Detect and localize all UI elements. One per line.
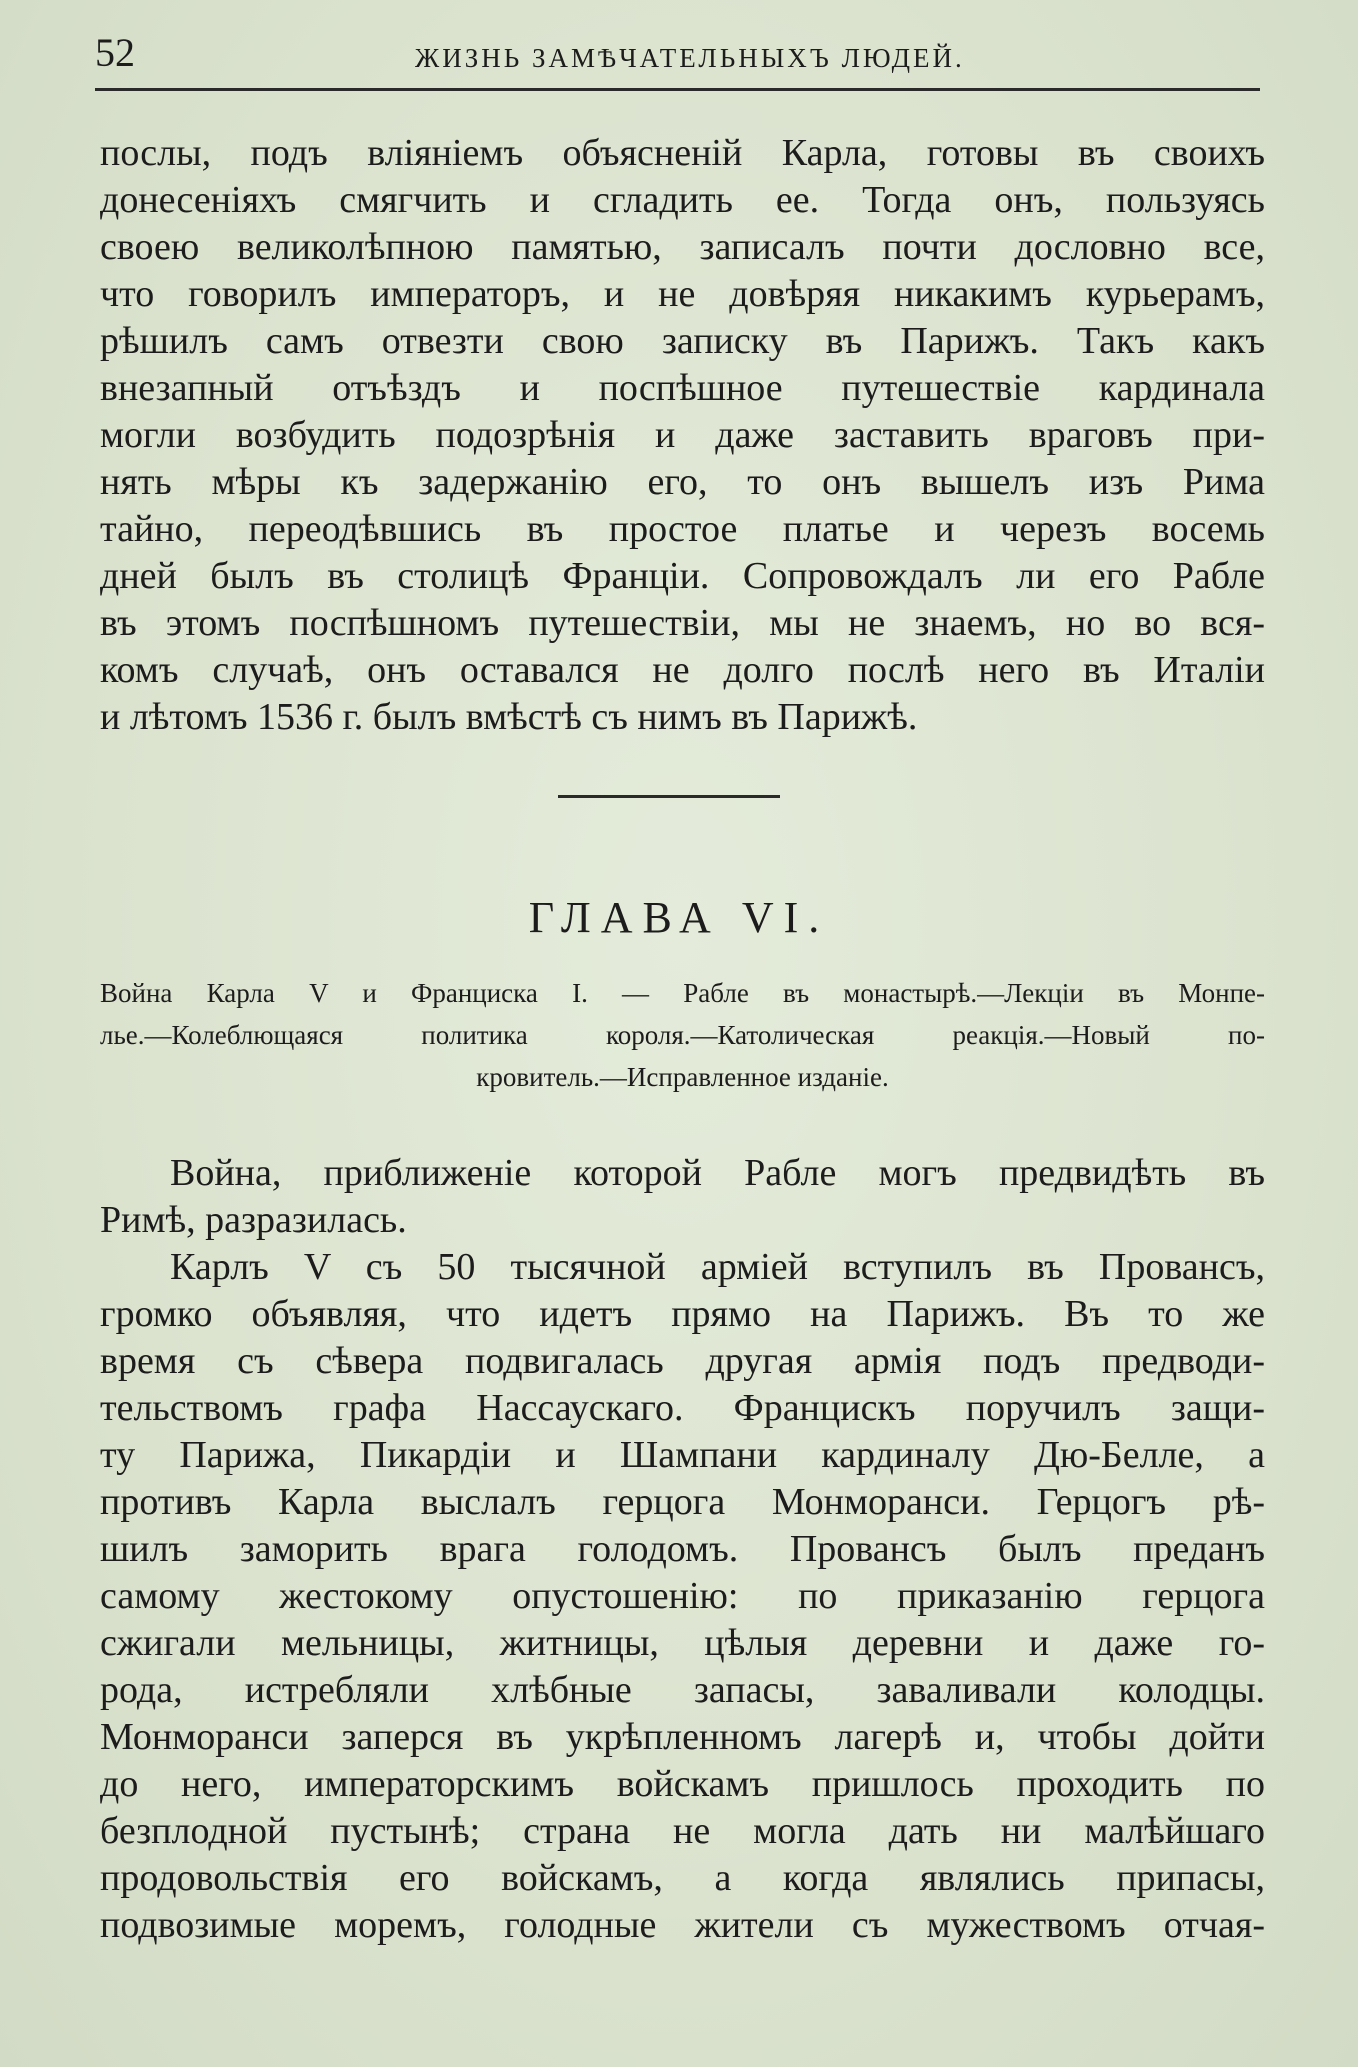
summary-line: лье.—Колеблющаяся политика короля.—Католическая реакція.—Новый по- <box>100 1020 1265 1050</box>
text-line: въ этомъ поспѣшномъ путешествіи, мы не знаемъ, но во вся- <box>100 602 1265 644</box>
text-line: противъ Карла выслалъ герцога Монморанси. Герцогъ рѣ- <box>100 1481 1265 1523</box>
text-line: Карлъ V съ 50 тысячной арміей вступилъ въ Провансъ, <box>170 1246 1265 1288</box>
text-line: комъ случаѣ, онъ оставался не долго послѣ него въ Италіи <box>100 649 1265 691</box>
text-line: продовольствія его войскамъ, а когда являлись припасы, <box>100 1857 1265 1899</box>
text-line: внезапный отъѣздъ и поспѣшное путешествіе кардинала <box>100 367 1265 409</box>
text-line: Война, приближеніе которой Рабле могъ предвидѣть въ <box>170 1152 1265 1194</box>
running-title: ЖИЗНЬ ЗАМѢЧАТЕЛЬНЫХЪ ЛЮДЕЙ. <box>415 43 965 73</box>
text-line: могли возбудить подозрѣнія и даже заставить враговъ при- <box>100 414 1265 456</box>
text-line: самому жестокому опустошенію: по приказанію герцога <box>100 1575 1265 1617</box>
text-line: шилъ заморить врага голодомъ. Провансъ былъ преданъ <box>100 1528 1265 1570</box>
text-line: безплодной пустынѣ; страна не могла дать ни малѣйшаго <box>100 1810 1265 1852</box>
text-line: нять мѣры къ задержанію его, то онъ вышелъ изъ Рима <box>100 461 1265 503</box>
text-line: подвозимые моремъ, голодные жители съ мужествомъ отчая- <box>100 1904 1265 1946</box>
text-line: и лѣтомъ 1536 г. былъ вмѣстѣ съ нимъ въ Парижѣ. <box>100 696 918 738</box>
text-line: до него, императорскимъ войскамъ пришлось проходить по <box>100 1763 1265 1805</box>
section-separator <box>558 795 780 798</box>
text-line: Монморанси заперся въ укрѣпленномъ лагерѣ и, чтобы дойти <box>100 1716 1265 1758</box>
text-line: тельствомъ графа Нассаускаго. Францискъ поручилъ защи- <box>100 1387 1265 1429</box>
chapter-summary <box>100 972 1265 1098</box>
summary-line: кровитель.—Исправленное изданіе. <box>476 1062 889 1092</box>
text-line: ту Парижа, Пикардіи и Шампани кардиналу Дю-Белле, а <box>100 1434 1265 1476</box>
header-rule <box>95 88 1260 91</box>
summary-line: Война Карла V и Франциска I. — Рабле въ монастырѣ.—Лекціи въ Монпе- <box>100 978 1265 1008</box>
chapter-body <box>100 1150 1265 1949</box>
text-line: время съ сѣвера подвигалась другая армія подъ предводи- <box>100 1340 1265 1382</box>
text-line: послы, подъ вліяніемъ объясненій Карла, готовы въ своихъ <box>100 132 1265 174</box>
text-line: рода, истребляли хлѣбные запасы, заваливали колодцы. <box>100 1669 1265 1711</box>
text-line: тайно, переодѣвшись въ простое платье и черезъ восемь <box>100 508 1265 550</box>
text-line: своею великолѣпною памятью, записалъ почти дословно все, <box>100 226 1265 268</box>
text-line: что говорилъ императоръ, и не довѣряя никакимъ курьерамъ, <box>100 273 1265 315</box>
text-line: сжигали мельницы, житницы, цѣлыя деревни и даже го- <box>100 1622 1265 1664</box>
text-line: донесеніяхъ смягчить и сгладить ее. Тогда онъ, пользуясь <box>100 179 1265 221</box>
chapter-title: ГЛАВА VI. <box>528 893 830 942</box>
text-line: громко объявляя, что идетъ прямо на Парижъ. Въ то же <box>100 1293 1265 1335</box>
text-line: Римѣ, разразилась. <box>100 1199 407 1241</box>
page-header <box>95 24 1260 82</box>
paragraph-continued <box>100 130 1265 741</box>
text-line: рѣшилъ самъ отвезти свою записку въ Парижъ. Такъ какъ <box>100 320 1265 362</box>
text-line: дней былъ въ столицѣ Франціи. Сопровождалъ ли его Рабле <box>100 555 1265 597</box>
page-number: 52 <box>95 30 135 75</box>
